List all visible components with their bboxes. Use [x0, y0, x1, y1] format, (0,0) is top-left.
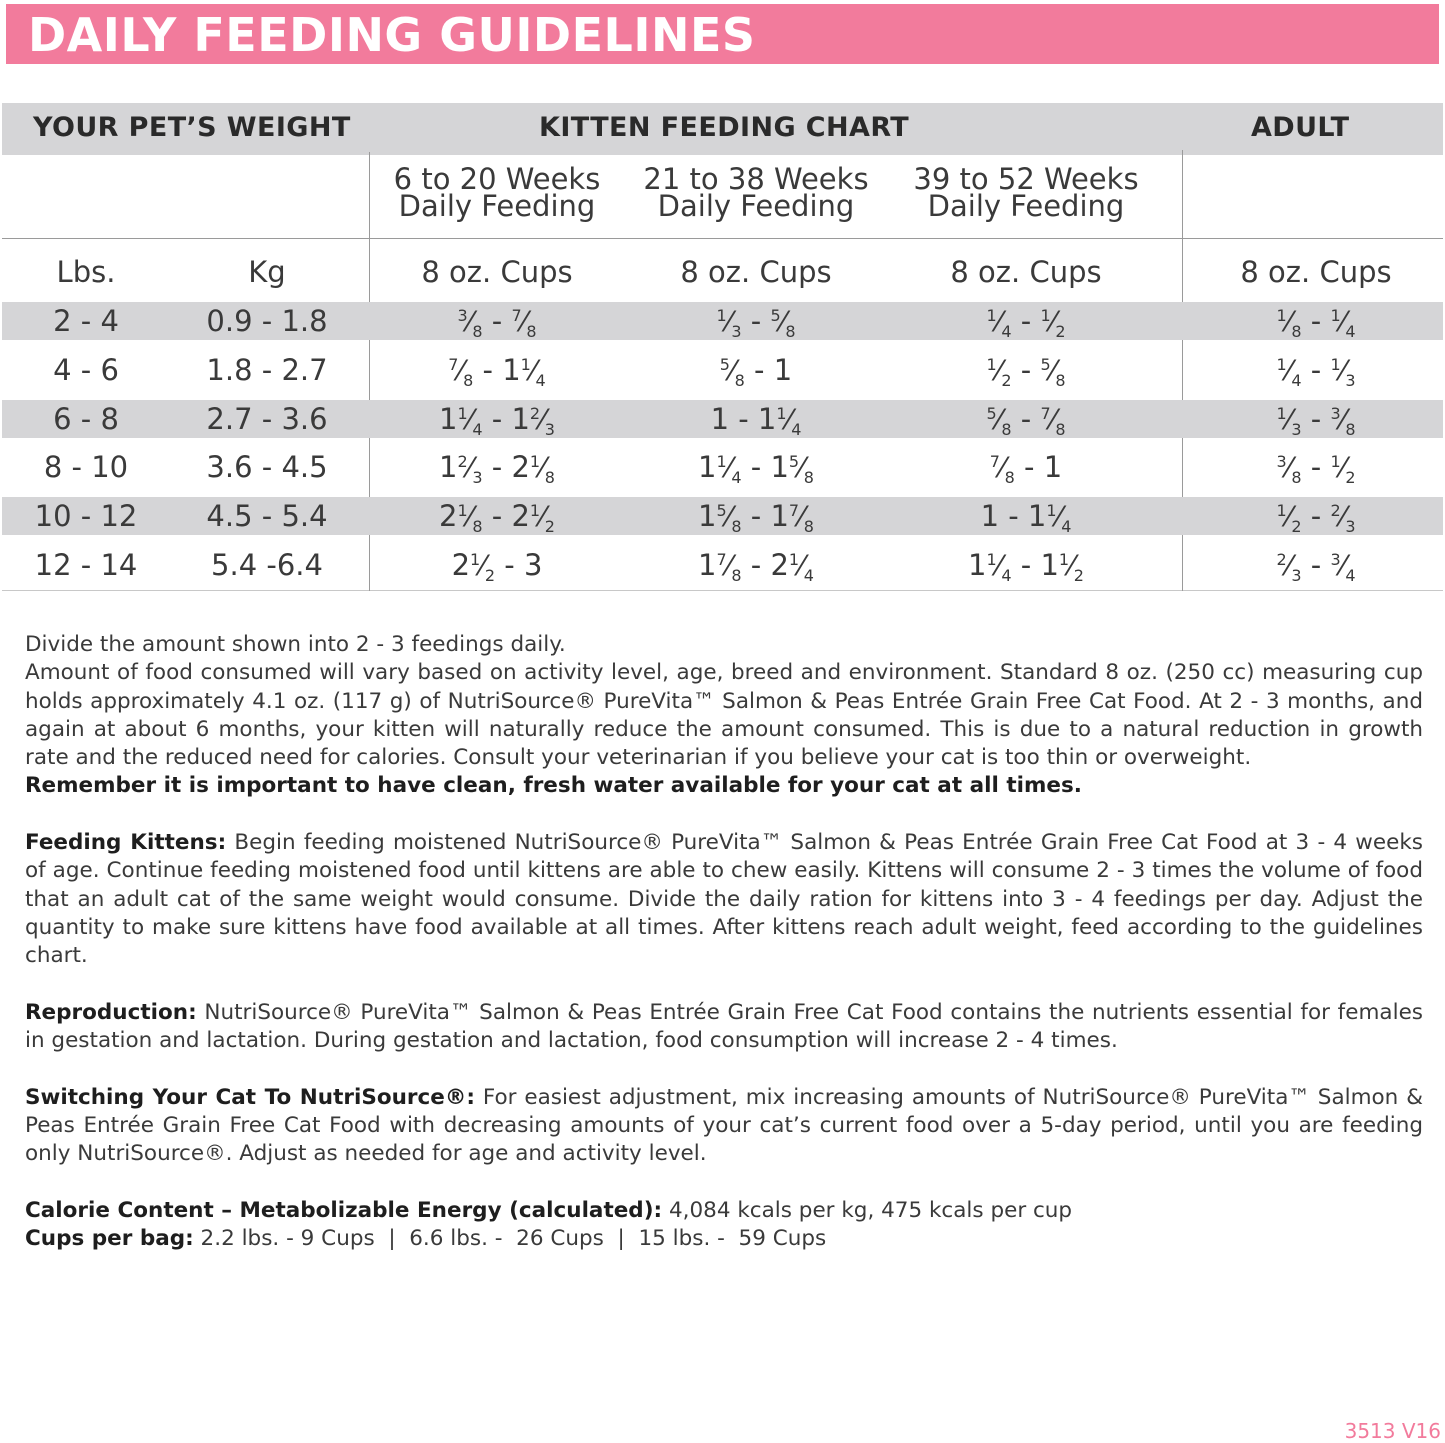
table-cell-kg: 2.7 - 3.6 — [206, 402, 328, 436]
table-cell-c2 — [630, 351, 882, 389]
fraction: $^1⁄_4$ — [986, 549, 1012, 585]
table-cell-c1 — [372, 448, 622, 486]
fraction: $^1⁄_4$ — [1046, 500, 1072, 536]
table-cell-lbs: 2 - 4 — [53, 304, 119, 338]
table-cell-kg: 0.9 - 1.8 — [206, 304, 328, 338]
note-cups-per-bag — [25, 1225, 1423, 1253]
fraction: $^1⁄_8$ — [1276, 305, 1302, 341]
fraction: $^1⁄_8$ — [457, 500, 483, 536]
note-switch-text: For easiest adjustment, mix increasing amounts of NutriSource® PureVita™ Salmon & Peas Entrée Grain Free Cat Food with decreasing amounts of your cat’s current food over a 5-day period, until you are feeding only NutriSource®. Adjust as needed for age and activity level. — [25, 1084, 1423, 1167]
page-title: DAILY FEEDING GUIDELINES — [28, 8, 756, 62]
note-cups-label: Cups per bag: — [25, 1226, 194, 1252]
unit-cups: 8 oz. Cups — [680, 255, 832, 289]
note-repro-label: Reproduction: — [25, 999, 197, 1025]
cell-text: - — [1301, 499, 1331, 533]
subheader-line: 21 to 38 Weeks — [643, 162, 869, 196]
cell-text: - 1 — [741, 450, 789, 484]
fraction: $^3⁄_8$ — [1276, 451, 1302, 487]
fraction: $^1⁄_4$ — [776, 403, 802, 439]
note-divide: Divide the amount shown into 2 - 3 feedings daily. — [25, 632, 566, 657]
table-cell-c1 — [372, 302, 622, 340]
table-cell-lbs: 10 - 12 — [34, 499, 138, 533]
note-reproduction — [25, 999, 1423, 1056]
fraction: $^1⁄_2$ — [986, 354, 1012, 390]
cell-text: - — [741, 304, 771, 338]
fraction: $^3⁄_8$ — [1330, 403, 1356, 439]
title-banner — [6, 4, 1439, 64]
table-cell-c1 — [372, 351, 622, 389]
note-kittens-label: Feeding Kittens: — [25, 830, 227, 856]
note-water — [25, 772, 1423, 800]
cell-text: - — [1301, 548, 1331, 582]
table-cell-c4 — [1190, 448, 1442, 486]
cell-text: - 2 — [482, 499, 530, 533]
fraction: $^5⁄_8$ — [716, 500, 742, 536]
table-cell-c2 — [630, 302, 882, 340]
table-cell-c4 — [1190, 351, 1442, 389]
fraction: $^1⁄_3$ — [1330, 354, 1356, 390]
subheader-6-20-weeks — [372, 162, 622, 223]
table-cell-c1 — [372, 400, 622, 438]
table-cell-c3 — [895, 351, 1157, 389]
fraction: $^7⁄_8$ — [788, 500, 814, 536]
note-calorie-text: 4,084 kcals per kg, 475 kcals per cup — [662, 1197, 1073, 1223]
cell-text: - — [1301, 353, 1331, 387]
fraction: $^1⁄_4$ — [1330, 305, 1356, 341]
fraction: $^3⁄_4$ — [1330, 549, 1356, 585]
table-cell-c2 — [630, 400, 882, 438]
table-cell-lbs: 12 - 14 — [34, 548, 138, 582]
cell-text: - — [1011, 304, 1041, 338]
note-calorie-label: Calorie Content – Metabolizable Energy (calculated): — [25, 1197, 663, 1223]
fraction: $^7⁄_8$ — [1040, 403, 1066, 439]
fraction: $^1⁄_4$ — [788, 549, 814, 585]
fraction: $^1⁄_3$ — [1276, 403, 1302, 439]
fraction: $^5⁄_8$ — [719, 354, 745, 390]
feeding-notes — [25, 631, 1423, 1254]
fraction: $^1⁄_2$ — [1276, 500, 1302, 536]
subheader-39-52-weeks — [895, 162, 1157, 223]
cell-text: 1 — [968, 548, 987, 582]
fraction: $^1⁄_4$ — [986, 305, 1012, 341]
cell-text: 1 — [698, 548, 717, 582]
fraction: $^2⁄_3$ — [1330, 500, 1356, 536]
subheader-line: Daily Feeding — [398, 189, 596, 223]
cell-text: 1 - 1 — [980, 499, 1047, 533]
cell-text: 1 — [439, 450, 458, 484]
note-water-text: Remember it is important to have clean, fresh water available for your cat at all times. — [25, 773, 1082, 799]
cell-text: - — [482, 304, 512, 338]
fraction: $^7⁄_8$ — [989, 451, 1015, 487]
fraction: $^1⁄_4$ — [520, 354, 546, 390]
fraction: $^1⁄_2$ — [1040, 305, 1066, 341]
table-cell-c1 — [372, 546, 622, 584]
cell-text: - 2 — [482, 450, 530, 484]
table-cell-kg: 5.4 -6.4 — [211, 548, 323, 582]
fraction: $^5⁄_8$ — [1040, 354, 1066, 390]
table-cell-lbs: 6 - 8 — [53, 402, 119, 436]
note-repro-text: NutriSource® PureVita™ Salmon & Peas Entrée Grain Free Cat Food contains the nutrients essential for females in gestation and lactation. During gestation and lactation, food consumption will increase 2 - 4 times. — [25, 999, 1423, 1054]
note-amount: Amount of food consumed will vary based on activity level, age, breed and environment. Standard 8 oz. (250 cc) measuring cup holds approximately 4.1 oz. (117 g) of NutriSource® PureVita™ Salmon & Peas Entrée Grain Free Cat Food. At 2 - 3 months, and again at about 6 months, your kitten will naturally reduce the amount consumed. This is due to a natural reduction in growth rate and the reduced need for calories. Consult your veterinarian if you believe your cat is too thin or overweight. — [25, 660, 1423, 771]
fraction: $^3⁄_8$ — [457, 305, 483, 341]
table-cell-c2 — [630, 546, 882, 584]
cell-text: 1 - 1 — [710, 402, 777, 436]
fraction: $^1⁄_2$ — [529, 500, 555, 536]
table-cell-lbs: 8 - 10 — [43, 450, 129, 484]
fraction: $^7⁄_8$ — [448, 354, 474, 390]
table-cell-c3 — [895, 448, 1157, 486]
table-cell-c4 — [1190, 546, 1442, 584]
fraction: $^5⁄_8$ — [986, 403, 1012, 439]
header-weight: YOUR PET’S WEIGHT — [33, 112, 351, 143]
cell-text: - 1 — [744, 353, 793, 387]
cell-text: - 1 — [482, 402, 530, 436]
cell-text: - — [1011, 353, 1041, 387]
note-cups-text: 2.2 lbs. - 9 Cups | 6.6 lbs. - 26 Cups | 15 lbs. - 59 Cups — [193, 1226, 827, 1252]
table-cell-c4 — [1190, 302, 1442, 340]
cell-text: 2 — [451, 548, 471, 582]
fraction: $^2⁄_3$ — [1276, 549, 1302, 585]
table-cell-c2 — [630, 448, 882, 486]
table-cell-c2 — [630, 497, 882, 535]
note-switching — [25, 1084, 1423, 1169]
table-divider — [2, 238, 1443, 239]
subheader-line: 6 to 20 Weeks — [393, 162, 601, 196]
cell-text: - 3 — [495, 548, 543, 582]
cell-text: 1 — [698, 499, 717, 533]
cell-text: 1 — [439, 402, 458, 436]
fraction: $^2⁄_3$ — [529, 403, 555, 439]
table-cell-lbs: 4 - 6 — [53, 353, 119, 387]
header-kitten-chart: KITTEN FEEDING CHART — [539, 112, 910, 143]
fraction: $^1⁄_4$ — [1276, 354, 1302, 390]
subheader-line: Daily Feeding — [927, 189, 1125, 223]
cell-text: - — [1011, 402, 1041, 436]
fraction: $^1⁄_3$ — [716, 305, 742, 341]
cell-text: - 1 — [1011, 548, 1059, 582]
cell-text: - 1 — [1014, 450, 1063, 484]
fraction: $^1⁄_4$ — [716, 451, 742, 487]
fraction: $^5⁄_8$ — [788, 451, 814, 487]
cell-text: 2 — [439, 499, 458, 533]
cell-text: - — [1301, 450, 1331, 484]
note-kittens-text: Begin feeding moistened NutriSource® PureVita™ Salmon & Peas Entrée Grain Free Cat Food at 3 - 4 weeks of age. Continue feeding moistened food until kittens are able to chew easily. Kittens will consume 2 - 3 times the volume of food that an adult cat of the same weight would consume. Divide the daily ration for kittens into 3 - 4 feedings per day. Adjust the quantity to make sure kittens have food available at all times. After kittens reach adult weight, feed according to the guidelines chart. — [25, 830, 1423, 969]
note-switch-label: Switching Your Cat To NutriSource®: — [25, 1084, 475, 1110]
fraction: $^7⁄_8$ — [716, 549, 742, 585]
fraction: $^1⁄_2$ — [1330, 451, 1356, 487]
subheader-line: 39 to 52 Weeks — [913, 162, 1139, 196]
table-cell-c1 — [372, 497, 622, 535]
fraction: $^1⁄_2$ — [1058, 549, 1084, 585]
note-calorie — [25, 1197, 1423, 1225]
fraction: $^1⁄_2$ — [470, 549, 496, 585]
table-cell-kg: 1.8 - 2.7 — [206, 353, 328, 387]
table-cell-c3 — [895, 546, 1157, 584]
subheader-21-38-weeks — [630, 162, 882, 223]
cell-text: - 1 — [741, 499, 789, 533]
header-adult: ADULT — [1251, 112, 1350, 143]
subheader-line: Daily Feeding — [657, 189, 855, 223]
unit-kg: Kg — [248, 255, 286, 289]
cell-text: 1 — [698, 450, 717, 484]
table-cell-c3 — [895, 302, 1157, 340]
fraction: $^2⁄_3$ — [457, 451, 483, 487]
fraction: $^1⁄_4$ — [457, 403, 483, 439]
cell-text: - 1 — [473, 353, 521, 387]
note-feeding-kittens — [25, 829, 1423, 970]
cell-text: - 2 — [741, 548, 789, 582]
cell-text: - — [1301, 402, 1331, 436]
table-bottom-rule — [2, 590, 1443, 591]
table-cell-c4 — [1190, 497, 1442, 535]
table-cell-c3 — [895, 497, 1157, 535]
cell-text: - — [1301, 304, 1331, 338]
table-cell-kg: 3.6 - 4.5 — [206, 450, 328, 484]
table-cell-c4 — [1190, 400, 1442, 438]
fraction: $^7⁄_8$ — [511, 305, 537, 341]
fraction: $^5⁄_8$ — [770, 305, 796, 341]
fraction: $^1⁄_8$ — [529, 451, 555, 487]
unit-cups: 8 oz. Cups — [950, 255, 1102, 289]
unit-cups: 8 oz. Cups — [421, 255, 573, 289]
unit-lbs: Lbs. — [56, 255, 116, 289]
table-cell-kg: 4.5 - 5.4 — [206, 499, 328, 533]
table-cell-c3 — [895, 400, 1157, 438]
unit-cups: 8 oz. Cups — [1240, 255, 1392, 289]
product-code: 3513 V16 — [1344, 1419, 1441, 1443]
